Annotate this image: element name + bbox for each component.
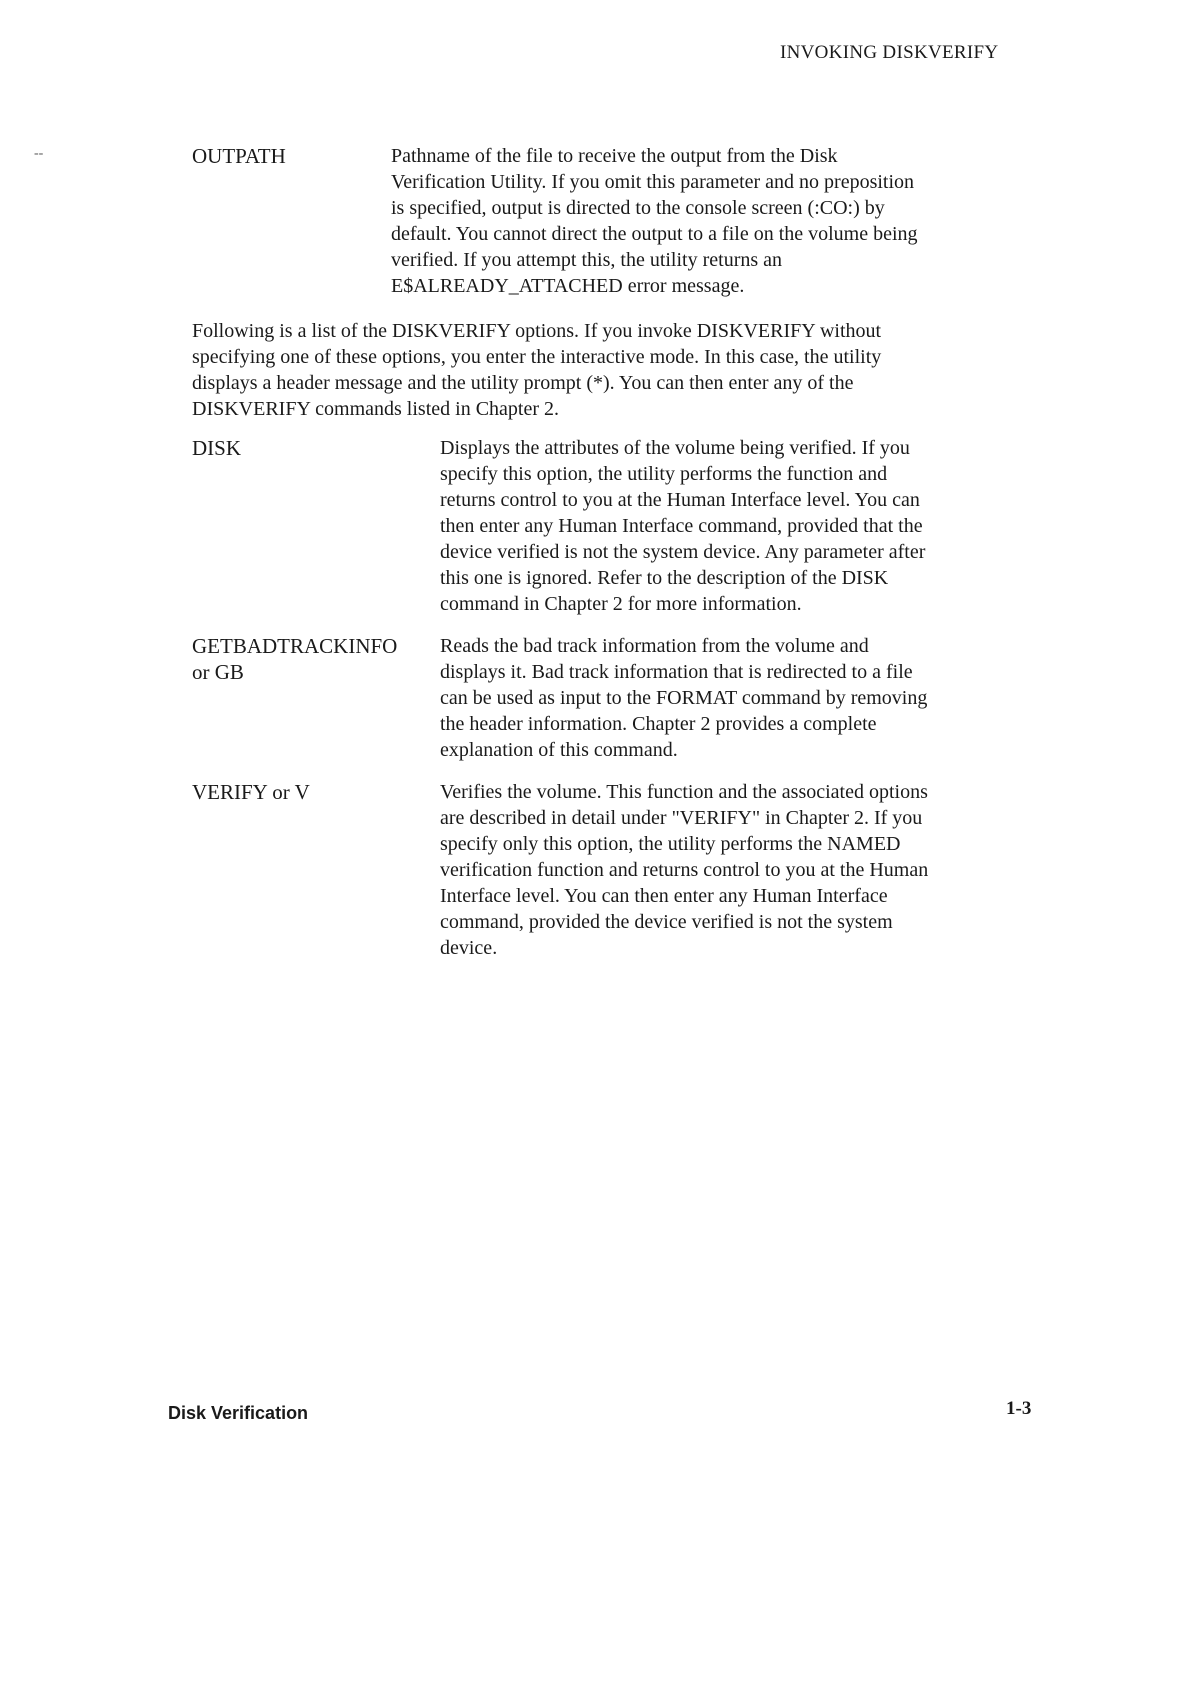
options-intro-paragraph: Following is a list of the DISKVERIFY options. If you invoke DISKVERIFY without specifying one of these options, you enter the interactive mode. In this case, the utility displays a header message and the utility prompt (*). You can then enter any of the DISKVERIFY commands listed in Chapter 2. [192, 320, 882, 420]
running-head: INVOKING DISKVERIFY [780, 42, 999, 63]
option-description: Displays the attributes of the volume being verified. If you specify this option, the utility performs the function and returns control to you at the Human Interface level. You can then enter any Human Interface command, provided that the device verified is not the system device. Any parameter after this one is ignored. Refer to the description of the DISK command in Chapter 2 for more information. [440, 437, 926, 615]
parameter-description: Pathname of the file to receive the output from the Disk Verification Utility. If you omit this parameter and no preposition is specified, output is directed to the console screen (:CO:) by default. You cannot direct the output to a file on the volume being verified. If you attempt this, the utility returns an E$ALREADY_ATTACHED error message. [391, 145, 918, 297]
option-entry-getbadtrackinfo [192, 633, 1012, 763]
option-term: VERIFY or V [192, 780, 310, 804]
option-description: Verifies the volume. This function and the associated options are described in detail under "VERIFY" in Chapter 2. If you specify only this option, the utility performs the NAMED verification function and returns control to you at the Human Interface level. You can then enter any Human Interface command, provided the device verified is not the system device. [440, 781, 929, 959]
option-entry-verify [192, 779, 1012, 961]
options-list [192, 435, 1012, 977]
page-number: 1-3 [1006, 1398, 1032, 1419]
option-term: GETBADTRACKINFO or GB [192, 634, 398, 684]
option-term: DISK [192, 436, 242, 460]
parameter-term: OUTPATH [192, 144, 286, 168]
stray-mark: -- [34, 146, 44, 161]
footer-title: Disk Verification [168, 1403, 309, 1423]
option-entry-disk [192, 435, 1012, 617]
option-description: Reads the bad track information from the volume and displays it. Bad track information that is redirected to a file can be used as input to the FORMAT command by removing the header information. Chapter 2 provides a complete explanation of this command. [440, 635, 928, 761]
parameter-entry-outpath [192, 143, 991, 299]
